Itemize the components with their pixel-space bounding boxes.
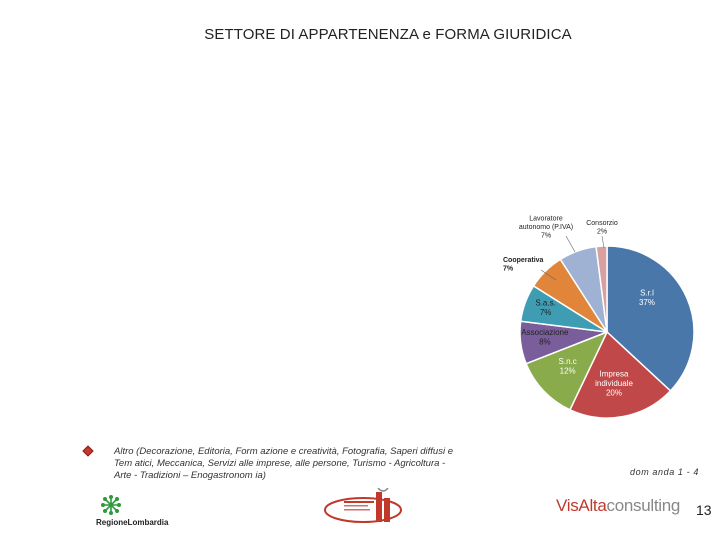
visalta-consulting-logo — [556, 496, 681, 518]
pie-label: Lavoratore autonomo (P.IVA) 7% — [518, 215, 574, 240]
pie-label: Associazione 8% — [521, 328, 569, 347]
pie-label: S.n.c 12% — [558, 356, 577, 376]
pie-label: Cooperativa 7% — [503, 256, 544, 273]
pie-label: S.a.s. 7% — [535, 298, 556, 317]
artisans-association-logo — [322, 488, 404, 528]
page-title: SETTORE DI APPARTENENZA e FORMA GIURIDICA — [204, 26, 572, 43]
regione-lombardia-text: RegioneLombardia — [96, 518, 169, 527]
pie-label: Consorzio 2% — [586, 219, 618, 236]
visalta-text: VisAlta — [556, 496, 607, 515]
rosa-camuna-icon — [100, 494, 122, 516]
bullet-text: Altro (Decorazione, Editoria, Form azione e creatività, Fotografia, Saperi diffusi e Tem atici, Meccanica, Servizi alle imprese, alle persone, Turismo - Agricoltura - Arte - Tradizioni – Enogastronom ia) — [114, 446, 453, 481]
leader-line — [566, 236, 575, 252]
pie-label: Impresa individuale 20% — [595, 369, 633, 398]
regione-lombardia-logo — [96, 494, 186, 528]
pie-label: S.r.l 37% — [638, 288, 656, 307]
page-number: 13 — [696, 502, 712, 518]
consulting-text: consulting — [606, 496, 681, 515]
question-reference: dom anda 1 - 4 — [630, 467, 699, 477]
